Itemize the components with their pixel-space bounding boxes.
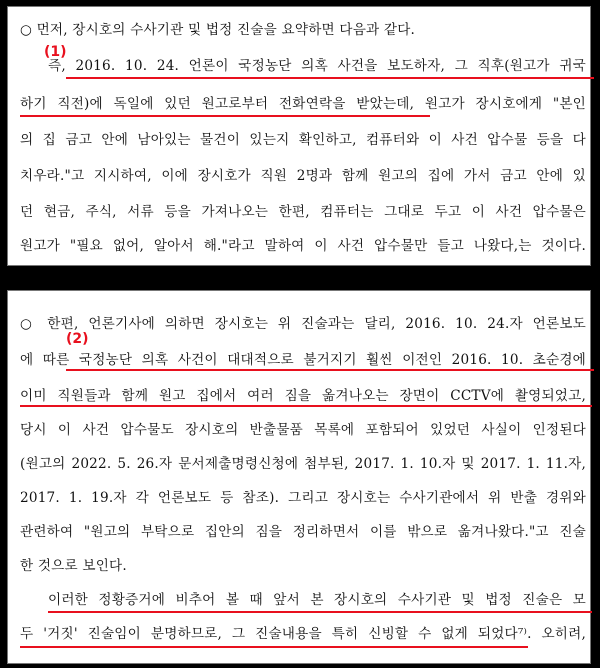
paragraph-line: 이러한 정황증거에 비추어 볼 때 앞서 본 장시호의 수사기관 및 법정 진술은 모 bbox=[48, 592, 586, 608]
red-underline bbox=[66, 77, 594, 79]
red-underline bbox=[66, 369, 594, 371]
annotation-marker-1: (1) bbox=[44, 44, 67, 60]
annotation-marker-2: (2) bbox=[66, 331, 89, 347]
excerpt-panel-2 bbox=[7, 290, 591, 664]
paragraph-line: 관련하여 "원고의 부탁으로 집안의 짐을 정리하면서 이를 밖으로 옮겨나왔다."고 진술 bbox=[20, 524, 586, 540]
paragraph-line: 2017. 1. 19.자 각 언론보도 등 참조). 그리고 장시호는 수사기관에서 위 반출 경위와 bbox=[20, 490, 586, 506]
paragraph-line: 던 현금, 주식, 서류 등을 가져나오는 한편, 컴퓨터는 그대로 두고 이 사건 압수물은 bbox=[20, 204, 586, 220]
red-underline bbox=[20, 115, 430, 117]
paragraph-line: (원고의 2022. 5. 26.자 문서제출명령신청에 첨부된, 2017. 1. 10.자 및 2017. 1. 11.자, bbox=[20, 456, 586, 472]
red-underline bbox=[48, 611, 592, 613]
paragraph-line: 이미 직원들과 함께 원고 집에서 여러 짐을 옮겨나오는 장면이 CCTV에 촬영되었고, bbox=[20, 388, 586, 404]
paragraph-line: 두 '거짓' 진술임이 분명하므로, 그 진술내용을 특히 신빙할 수 없게 되었다⁷⁾. 오히려, bbox=[20, 626, 586, 642]
paragraph-line: 당시 이 사건 압수물도 장시호의 반출물품 목록에 포함되어 있었던 사실이 인정된다 bbox=[20, 422, 586, 438]
paragraph-line: ○ 먼저, 장시호의 수사기관 및 법정 진술을 요약하면 다음과 같다. bbox=[20, 22, 416, 38]
paragraph-line: 한 것으로 보인다. bbox=[20, 558, 127, 574]
paragraph-line: 의 집 금고 안에 남아있는 물건이 있는지 확인하고, 컴퓨터와 이 사건 압수물 등을 다 bbox=[20, 132, 586, 148]
excerpt-panel-1 bbox=[7, 6, 591, 266]
paragraph-line: 원고가 "필요 없어, 알아서 해."라고 말하여 이 사건 압수물만 들고 나왔다,는 것이다. bbox=[20, 238, 586, 254]
paragraph-line: 즉, 2016. 10. 24. 언론이 국정농단 의혹 사건을 보도하자, 그 직후(원고가 귀국 bbox=[48, 58, 586, 74]
red-underline bbox=[20, 646, 528, 648]
paragraph-line: 하기 직전)에 독일에 있던 원고로부터 전화연락을 받았는데, 원고가 장시호에게 "본인 bbox=[20, 96, 586, 112]
paragraph-line: 에 따른 국정농단 의혹 사건이 대대적으로 불거지기 훨씬 이전인 2016. 10. 초순경에 bbox=[20, 352, 586, 368]
paragraph-line: ○ 한편, 언론기사에 의하면 장시호는 위 진술과는 달리, 2016. 10. 24.자 언론보도 bbox=[20, 316, 586, 332]
red-underline bbox=[20, 405, 592, 407]
paragraph-line: 치우라."고 지시하여, 이에 장시호가 직원 2명과 함께 원고의 집에 가서 금고 안에 있 bbox=[20, 168, 586, 184]
